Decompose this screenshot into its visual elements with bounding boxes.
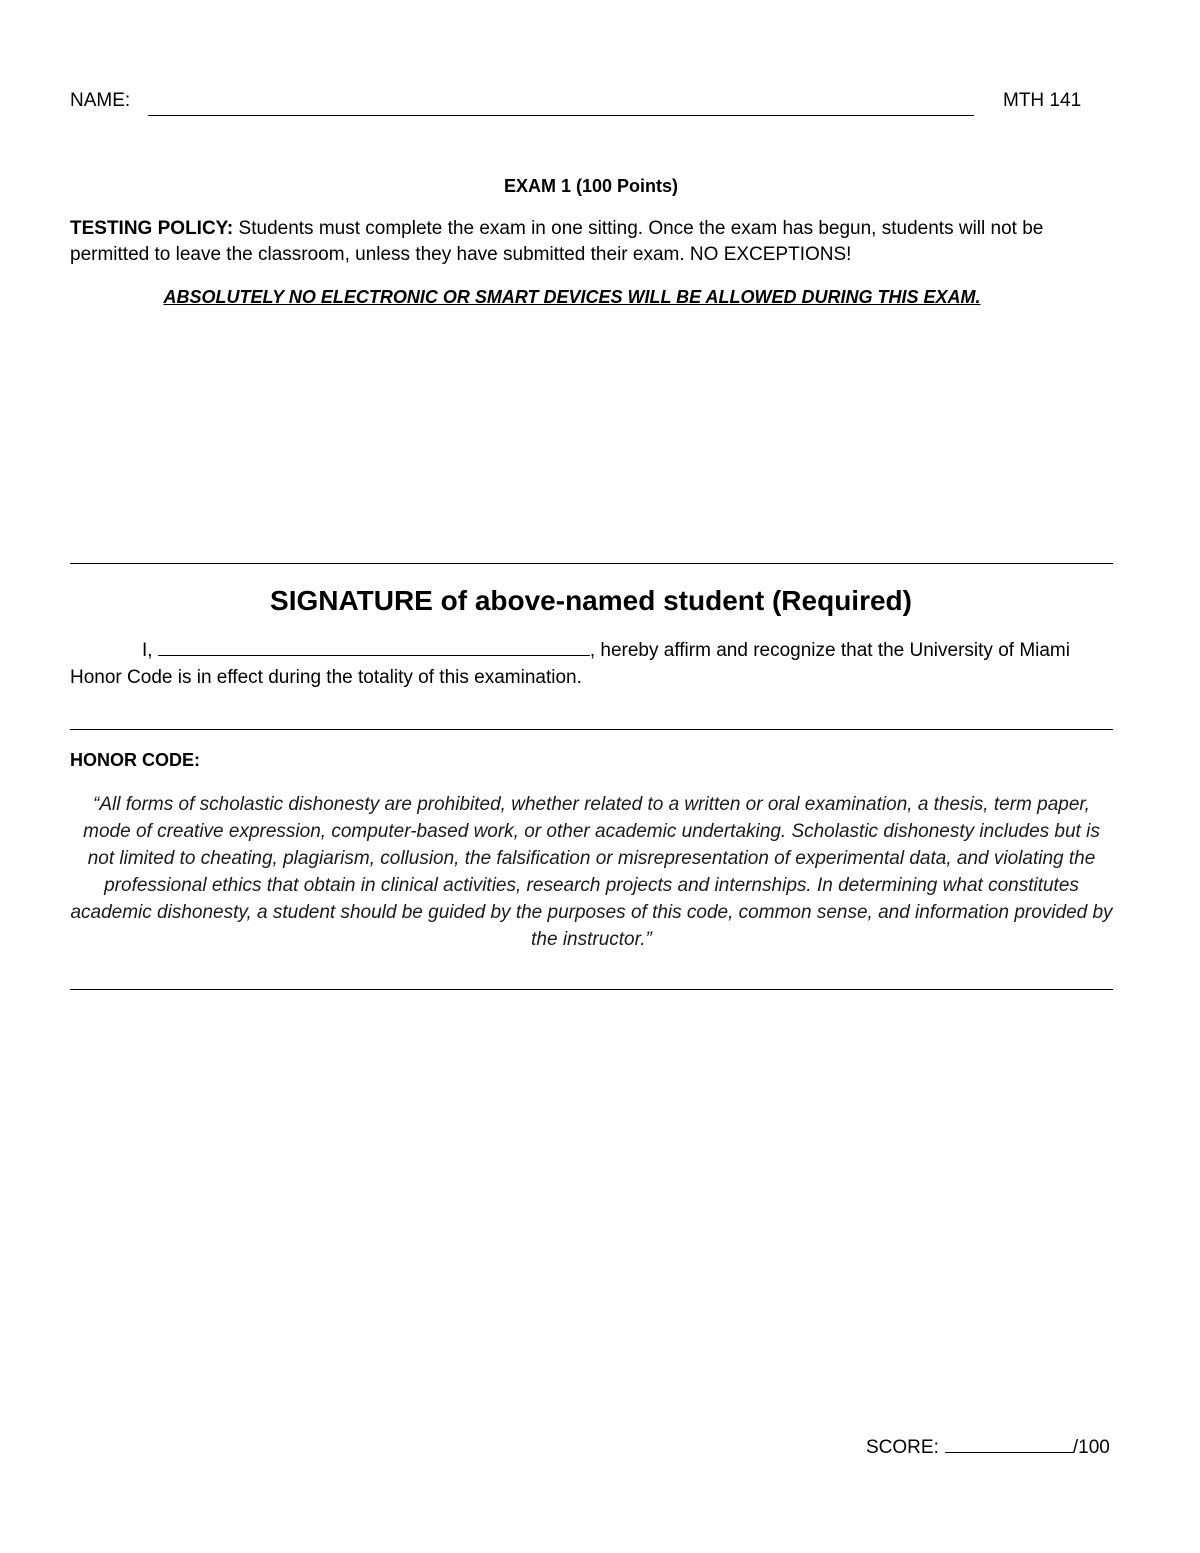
honor-code-text: “All forms of scholastic dishonesty are prohibited, whether related to a written or oral examination, a thesis, term paper, mode of creative expression, computer-based work, or other academic undertaking. Scholastic dishonesty includes but is not limited to cheating, plagiarism, collusion, the falsification or misrepresentation of experimental data, and violating the professional ethics that obtain in clinical activities, research projects and internships. In determining what constitutes academic dishonesty, a student should be guided by the purposes of this code, common sense, and information provided by the instructor.” bbox=[70, 794, 1113, 950]
exam-title: EXAM 1 (100 Points) bbox=[503, 176, 679, 196]
score-total: /100 bbox=[1072, 1437, 1110, 1458]
score-field bbox=[866, 1434, 1110, 1459]
affirmation-suffix: , hereby affirm and recognize that the University of Miami Honor Code is in effect during the totality of this examination. bbox=[70, 640, 1070, 688]
divider bbox=[70, 989, 1113, 990]
score-blank-line bbox=[945, 1434, 1073, 1453]
affirmation-statement bbox=[70, 637, 1120, 691]
name-blank-line bbox=[148, 115, 974, 116]
signature-blank-line bbox=[158, 637, 590, 656]
testing-policy-label: TESTING POLICY: bbox=[70, 218, 234, 239]
signature-title: SIGNATURE of above-named student (Required) bbox=[270, 585, 912, 616]
course-code: MTH 141 bbox=[1003, 90, 1082, 111]
testing-policy-text: Students must complete the exam in one sitting. Once the exam has begun, students will not be permitted to leave the classroom, unless they have submitted their exam. NO EXCEPTIONS! bbox=[70, 218, 1044, 265]
honor-code-label: HONOR CODE: bbox=[70, 750, 200, 770]
name-label: NAME: bbox=[70, 90, 131, 111]
divider bbox=[70, 563, 1113, 564]
devices-notice: ABSOLUTELY NO ELECTRONIC OR SMART DEVICES WILL BE ALLOWED DURING THIS EXAM. bbox=[163, 287, 981, 307]
score-label: SCORE: bbox=[866, 1437, 939, 1458]
divider bbox=[70, 729, 1113, 730]
affirmation-prefix: I, bbox=[142, 640, 153, 661]
testing-policy bbox=[70, 216, 1120, 268]
